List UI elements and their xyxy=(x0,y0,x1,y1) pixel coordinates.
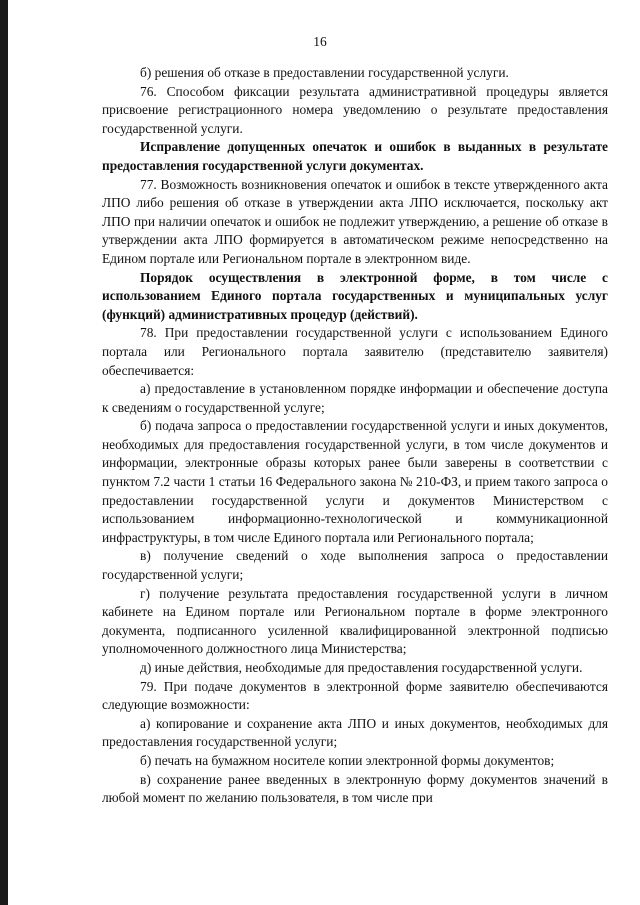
paragraph: 77. Возможность возникновения опечаток и ошибок в тексте утвержденного акта ЛПО либо решения об отказе в утверждении акта ЛПО исключается, поскольку акт ЛПО при наличии опечаток и ошибок не подлежит утверждению, а решение об отказе в утверждении акта ЛПО формируется в автоматическом режиме непосредственно на Едином портале или Региональном портале в электронном виде. xyxy=(102,176,608,266)
list-item: в) получение сведений о ходе выполнения запроса о предоставлении государственной услуги; xyxy=(102,548,608,583)
list-item: а) предоставление в установленном порядке информации и обеспечение доступа к сведениям о государственной услуге; xyxy=(102,381,608,415)
paragraph: 79. При подаче документов в электронной форме заявителю обеспечиваются следующие возможности: xyxy=(102,678,608,713)
list-item: в) сохранение ранее введенных в электронную форму документов значений в любой момент по желанию пользователя, в том числе при xyxy=(102,771,608,806)
paragraph: б) решения об отказе в предоставлении государственной услуги. xyxy=(140,65,509,80)
list-item: б) печать на бумажном носителе копии электронной формы документов; xyxy=(140,752,555,768)
paragraph: 78. При предоставлении государственной услуги с использованием Единого портала или Регионального портала заявителю (представителю заявителя) обеспечивается: xyxy=(102,325,608,378)
section-heading: Порядок осуществления в электронной форме, в том числе с использованием Единого портала государственных и муниципальных услуг (функций) административных процедур (действий). xyxy=(102,269,608,322)
list-item: а) копирование и сохранение акта ЛПО и иных документов, необходимых для предоставления государственной услуги; xyxy=(102,715,608,750)
page-number: 16 xyxy=(313,34,327,49)
paragraph: 76. Способом фиксации результата административной процедуры является присвоение регистрационного номера уведомлению о результате предоставления государственной услуги. xyxy=(102,83,608,136)
list-item: д) иные действия, необходимые для предоставления государственной услуги. xyxy=(140,660,583,675)
scan-edge xyxy=(0,0,8,905)
list-item: г) получение результата предоставления государственной услуги в личном кабинете на Едином портале или Региональном портале в форме электронного документа, подписанного усиленной квалифицированной электронной подписью уполномоченного должностного лица Министерства; xyxy=(102,585,608,657)
list-item: б) подача запроса о предоставлении государственной услуги и иных документов, необходимых для предоставления государственной услуги, в том числе документов и информации, электронные образы которых ранее были заверены в соответствии с пунктом 7.2 части 1 статьи 16 Федерального закона № 210-ФЗ, и прием такого запроса о предоставлении государственной услуги и документов Министерством с использованием информационно-технологической и коммуникационной инфраструктуры, в том числе Единого портала или Регионального портала; xyxy=(102,418,608,545)
document-body xyxy=(102,64,608,808)
section-heading: Исправление допущенных опечаток и ошибок в выданных в результате предоставления государственной услуги документах. xyxy=(102,139,608,173)
